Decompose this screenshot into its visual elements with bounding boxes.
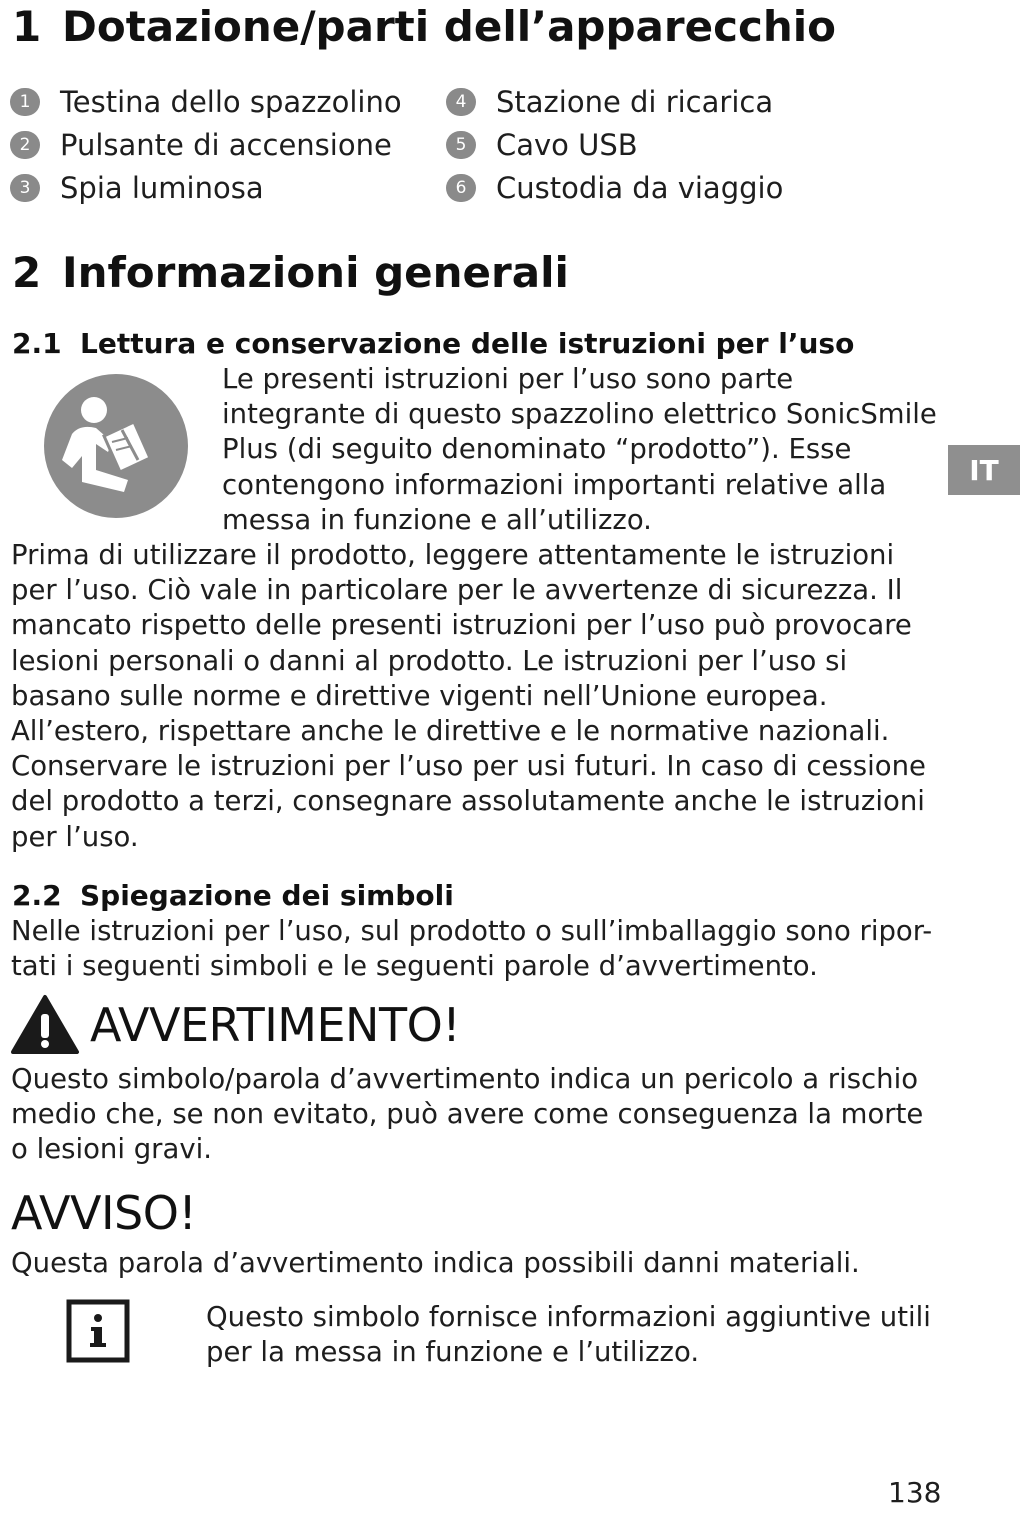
text-line: Prima di utilizzare il prodotto, leggere attentamente le istruzioni (11, 539, 895, 571)
info-icon (66, 1299, 130, 1363)
warning-label-row (10, 990, 460, 1060)
text-line: Questo simbolo fornisce informazioni aggiuntive utili (206, 1301, 931, 1333)
symbols-intro (11, 914, 932, 984)
subsection-2-1-heading (12, 326, 854, 362)
subsection-title: Lettura e conservazione delle istruzioni per l’uso (80, 327, 855, 360)
part-item (446, 80, 773, 123)
part-number-badge: 1 (10, 88, 40, 116)
section-2-heading (12, 246, 569, 300)
part-number-badge: 3 (10, 174, 40, 202)
text-line: Conservare le istruzioni per l’uso per usi futuri. In caso di cessione (11, 750, 926, 783)
part-number-badge: 5 (446, 131, 476, 159)
part-label: Spia luminosa (60, 170, 264, 205)
language-tab: IT (948, 445, 1020, 495)
section-title: Dotazione/parti dell’apparecchio (62, 2, 837, 51)
warning-label: AVVERTIMENTO! (90, 998, 461, 1052)
body-paragraph (11, 538, 926, 855)
text-line: contengono informazioni importanti relative alla (222, 468, 887, 501)
section-number: 1 (12, 2, 42, 51)
text-line: Le presenti istruzioni per l’uso sono parte (222, 363, 794, 395)
warning-triangle-icon (10, 994, 80, 1056)
intro-paragraph (222, 362, 937, 538)
subsection-title: Spiegazione dei simboli (80, 879, 454, 912)
text-line: tati i seguenti simboli e le seguenti parole d’avvertimento. (11, 950, 818, 983)
part-item (446, 123, 638, 166)
part-item (446, 166, 783, 209)
part-item (10, 123, 392, 166)
text-line: Questo simbolo/parola d’avvertimento indica un pericolo a rischio (11, 1063, 919, 1095)
text-line: Questa parola d’avvertimento indica possibili danni materiali. (11, 1247, 860, 1279)
notice-label: AVVISO! (11, 1186, 197, 1240)
part-label: Cavo USB (496, 127, 638, 162)
part-item (10, 166, 264, 209)
text-line: per l’uso. Ciò vale in particolare per le avvertenze di sicurezza. Il (11, 574, 903, 607)
text-line: integrante di questo spazzolino elettrico SonicSmile (222, 398, 937, 431)
text-line: del prodotto a terzi, consegnare assolutamente anche le istruzioni (11, 785, 925, 818)
text-line: per la messa in funzione e l’utilizzo. (206, 1336, 700, 1369)
part-label: Stazione di ricarica (496, 84, 774, 119)
part-label: Custodia da viaggio (496, 170, 784, 205)
text-line: Nelle istruzioni per l’uso, sul prodotto o sull’imballaggio sono ripor- (11, 915, 933, 947)
part-number-badge: 2 (10, 131, 40, 159)
section-title: Informazioni generali (62, 248, 569, 297)
text-line: Plus (di seguito denominato “prodotto”). Esse (222, 433, 852, 466)
text-line: medio che, se non evitato, può avere come conseguenza la morte (11, 1098, 924, 1131)
part-item (10, 80, 402, 123)
page-number: 138 (888, 1476, 942, 1509)
part-label: Pulsante di accensione (60, 127, 392, 162)
text-line: mancato rispetto delle presenti istruzioni per l’uso può provocare (11, 609, 912, 642)
text-line: All’estero, rispettare anche le direttive e le normative nazionali. (11, 715, 890, 748)
subsection-number: 2.2 (12, 879, 62, 912)
subsection-2-2-heading (12, 878, 454, 914)
info-description (206, 1300, 931, 1370)
subsection-number: 2.1 (12, 327, 62, 360)
text-line: basano sulle norme e direttive vigenti nell’Unione europea. (11, 679, 828, 712)
read-instructions-icon (42, 372, 190, 520)
part-number-badge: 6 (446, 174, 476, 202)
part-label: Testina dello spazzolino (60, 84, 402, 119)
text-line: o lesioni gravi. (11, 1133, 212, 1166)
notice-description (11, 1246, 860, 1281)
text-line: messa in funzione e all’utilizzo. (222, 503, 652, 536)
text-line: lesioni personali o danni al prodotto. Le istruzioni per l’uso si (11, 644, 848, 677)
section-number: 2 (12, 248, 42, 297)
section-1-heading (12, 0, 836, 54)
warning-description (11, 1062, 923, 1168)
part-number-badge: 4 (446, 88, 476, 116)
text-line: per l’uso. (11, 820, 139, 853)
